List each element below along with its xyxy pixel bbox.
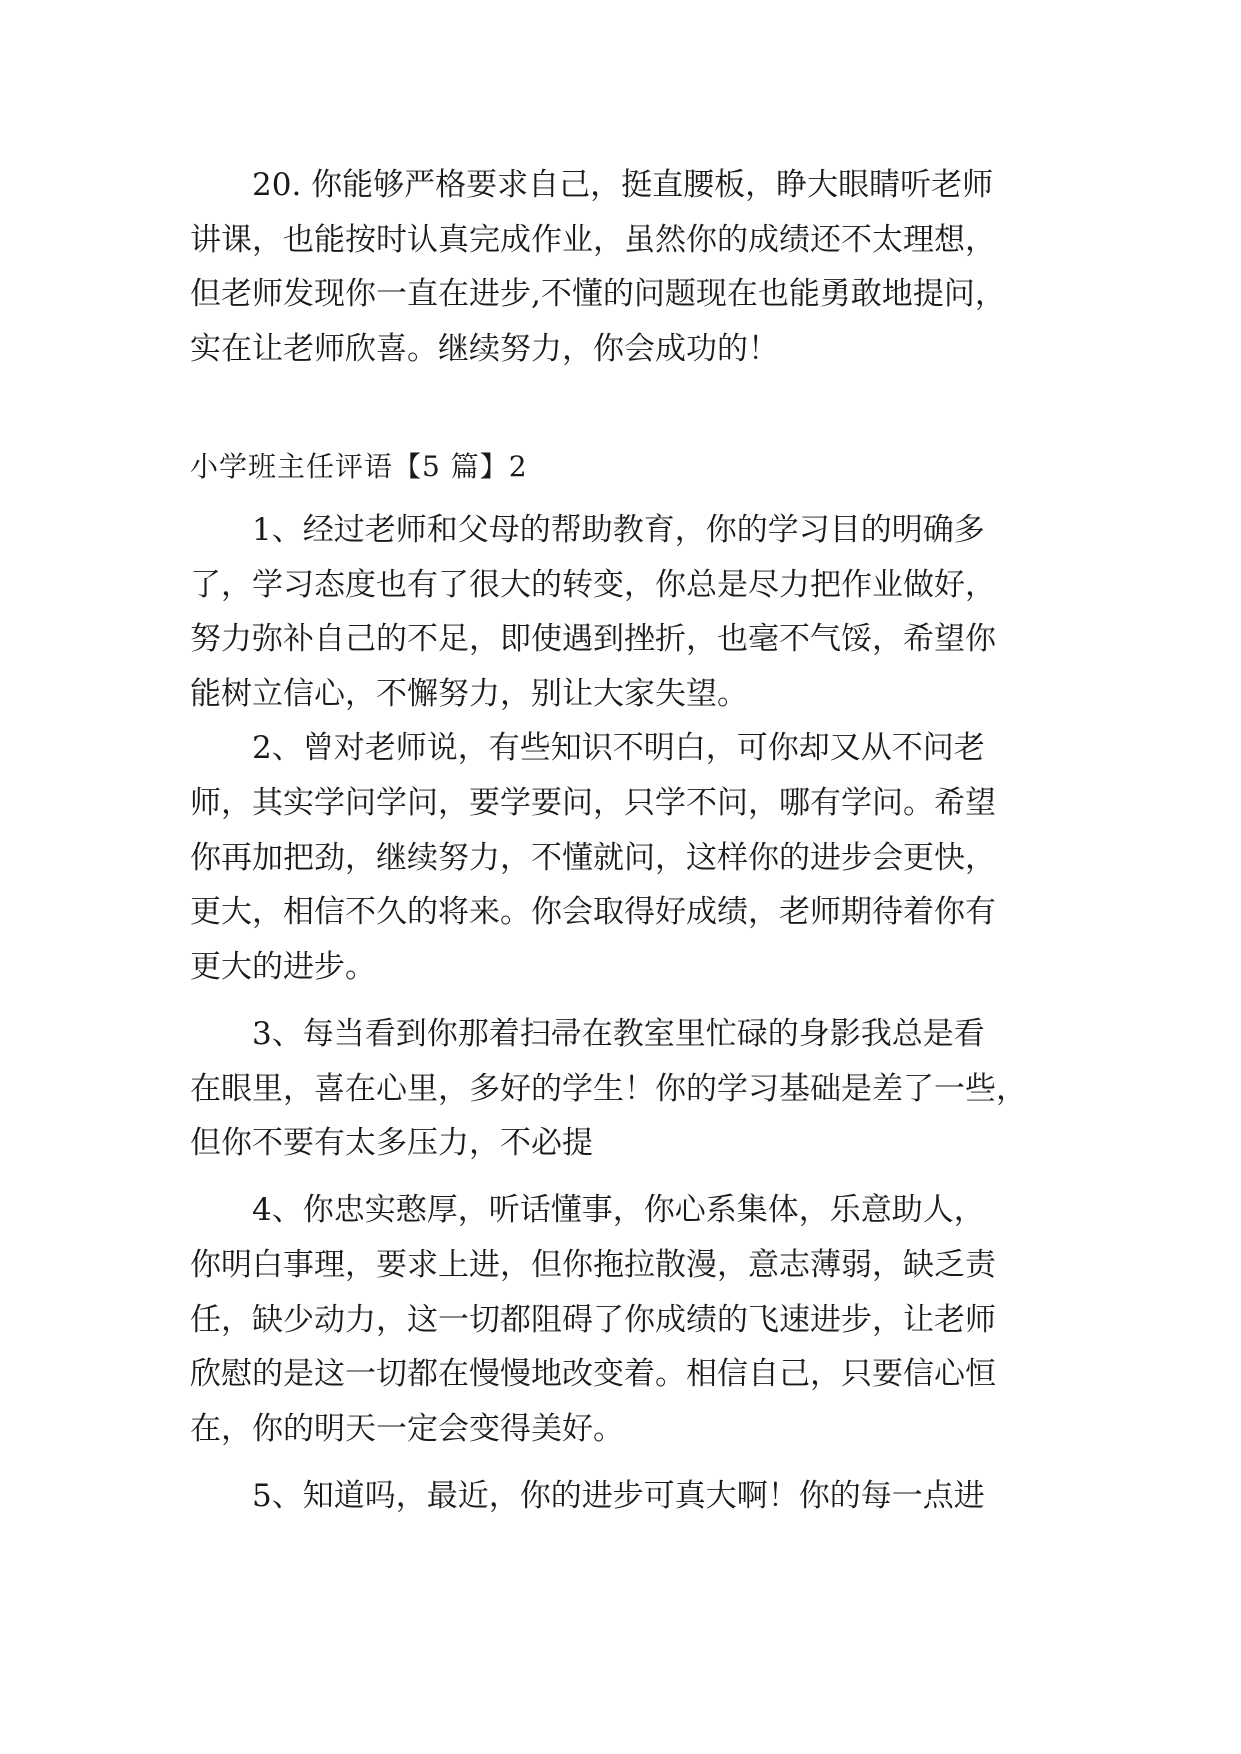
section-title: 小学班主任评语【5 篇】2 [190,450,528,483]
comment-2-line-3: 你再加把劲，继续努力，不懂就问，这样你的进步会更快， [190,840,996,876]
comment-4-line-5: 在，你的明天一定会变得美好。 [190,1411,624,1447]
comment-1-line-1: 1、经过老师和父母的帮助教育，你的学习目的明确多 [252,512,985,548]
comment-3-line-2: 在眼里，喜在心里，多好的学生！你的学习基础是差了一些， [190,1071,1027,1107]
comment-2-line-4: 更大，相信不久的将来。你会取得好成绩，老师期待着你有 [190,894,996,930]
comment-2-line-1: 2、曾对老师说，有些知识不明白，可你却又从不问老 [252,730,985,766]
paragraph-20-line-4: 实在让老师欣喜。继续努力，你会成功的！ [190,331,779,367]
comment-4-line-2: 你明白事理，要求上进，但你拖拉散漫，意志薄弱，缺乏责 [190,1247,996,1283]
comment-2-line-5: 更大的进步。 [190,949,376,985]
comment-4-line-4: 欣慰的是这一切都在慢慢地改变着。相信自己，只要信心恒 [190,1356,996,1392]
comment-1-line-2: 了，学习态度也有了很大的转变，你总是尽力把作业做好， [190,567,996,603]
paragraph-20-line-2: 讲课，也能按时认真完成作业，虽然你的成绩还不太理想， [190,222,996,258]
comment-1-line-3: 努力弥补自己的不足，即使遇到挫折，也毫不气馁，希望你 [190,621,996,657]
comment-2-line-2: 师，其实学问学问，要学要问，只学不问，哪有学问。希望 [190,785,996,821]
comment-1-line-4: 能树立信心，不懈努力，别让大家失望。 [190,676,748,712]
comment-3-line-1: 3、每当看到你那着扫帚在教室里忙碌的身影我总是看 [252,1016,985,1052]
comment-3-line-3: 但你不要有太多压力，不必提 [190,1125,593,1161]
paragraph-20-line-1: 20. 你能够严格要求自己，挺直腰板，睁大眼睛听老师 [252,167,994,203]
comment-4-line-3: 任，缺少动力，这一切都阻碍了你成绩的飞速进步，让老师 [190,1302,996,1338]
comment-5-line-1: 5、知道吗，最近，你的进步可真大啊！你的每一点进 [252,1478,985,1514]
comment-4-line-1: 4、你忠实憨厚，听话懂事，你心系集体，乐意助人， [252,1192,985,1228]
paragraph-20-line-3: 但老师发现你一直在进步,不懂的问题现在也能勇敢地提问， [190,276,1006,312]
